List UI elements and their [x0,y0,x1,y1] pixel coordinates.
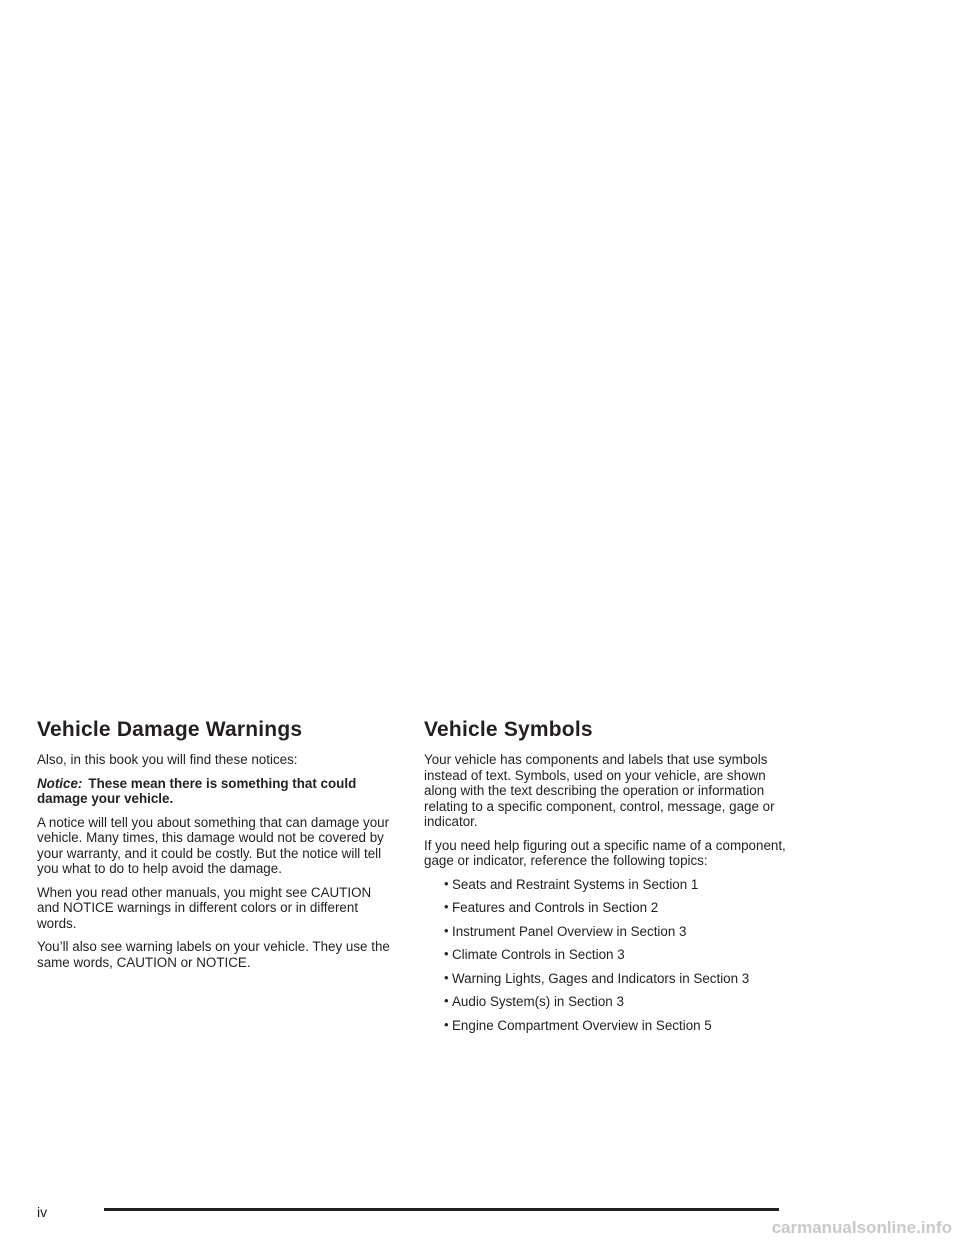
body-paragraph: You’ll also see warning labels on your vehicle. They use the same words, CAUTION or NOTICE. [37,939,390,970]
section-heading: Vehicle Damage Warnings [37,718,303,741]
bullet-icon: • [444,993,449,1008]
footer-divider [104,1208,779,1211]
notice-label: Notice: [37,775,83,791]
page-number: iv [37,1204,48,1220]
watermark: carmanualsonline.info [771,1218,952,1237]
bullet-icon: • [444,946,449,961]
vehicle-symbols-section [424,716,796,1041]
topics-list [424,877,796,1034]
bullet-icon: • [444,922,449,938]
list-item [424,994,796,1010]
list-item [424,1018,796,1034]
topic-label: Engine Compartment Overview in Section 5 [452,1017,712,1033]
bullet-icon: • [444,969,449,985]
topic-label: Warning Lights, Gages and Indicators in Section 3 [452,970,750,986]
list-item [424,947,796,963]
bullet-icon: • [444,899,449,914]
bullet-icon: • [444,1016,449,1032]
vehicle-damage-warnings-section [37,716,392,978]
notice-paragraph [37,776,392,807]
list-item [424,900,796,916]
topic-label: Features and Controls in Section 2 [452,900,659,915]
topic-label: Instrument Panel Overview in Section 3 [452,923,687,939]
topic-label: Climate Controls in Section 3 [452,947,625,962]
notice-text: These mean there is something that could damage your vehicle. [37,775,357,806]
topic-label: Audio System(s) in Section 3 [452,994,624,1009]
topic-label: Seats and Restraint Systems in Section 1 [452,876,699,892]
bullet-icon: • [444,875,449,891]
list-item [424,877,796,893]
body-paragraph: A notice will tell you about something that can damage your vehicle. Many times, this damage would not be covered by your warranty, and it could be costly. But the notice will tell you what to do to help avoid the damage. [37,814,390,876]
body-paragraph: Your vehicle has components and labels that use symbols instead of text. Symbols, used on your vehicle, are shown along with the text describing the operation or information relating to a specific component, control, message, gage or indicator. [424,752,775,829]
body-paragraph: When you read other manuals, you might see CAUTION and NOTICE warnings in different colors or in different words. [37,884,372,931]
intro-text: Also, in this book you will find these notices: [37,752,298,767]
list-item [424,971,796,987]
section-heading: Vehicle Symbols [424,718,593,741]
list-item [424,924,796,940]
body-paragraph: If you need help figuring out a specific name of a component, gage or indicator, reference the following topics: [424,837,786,868]
